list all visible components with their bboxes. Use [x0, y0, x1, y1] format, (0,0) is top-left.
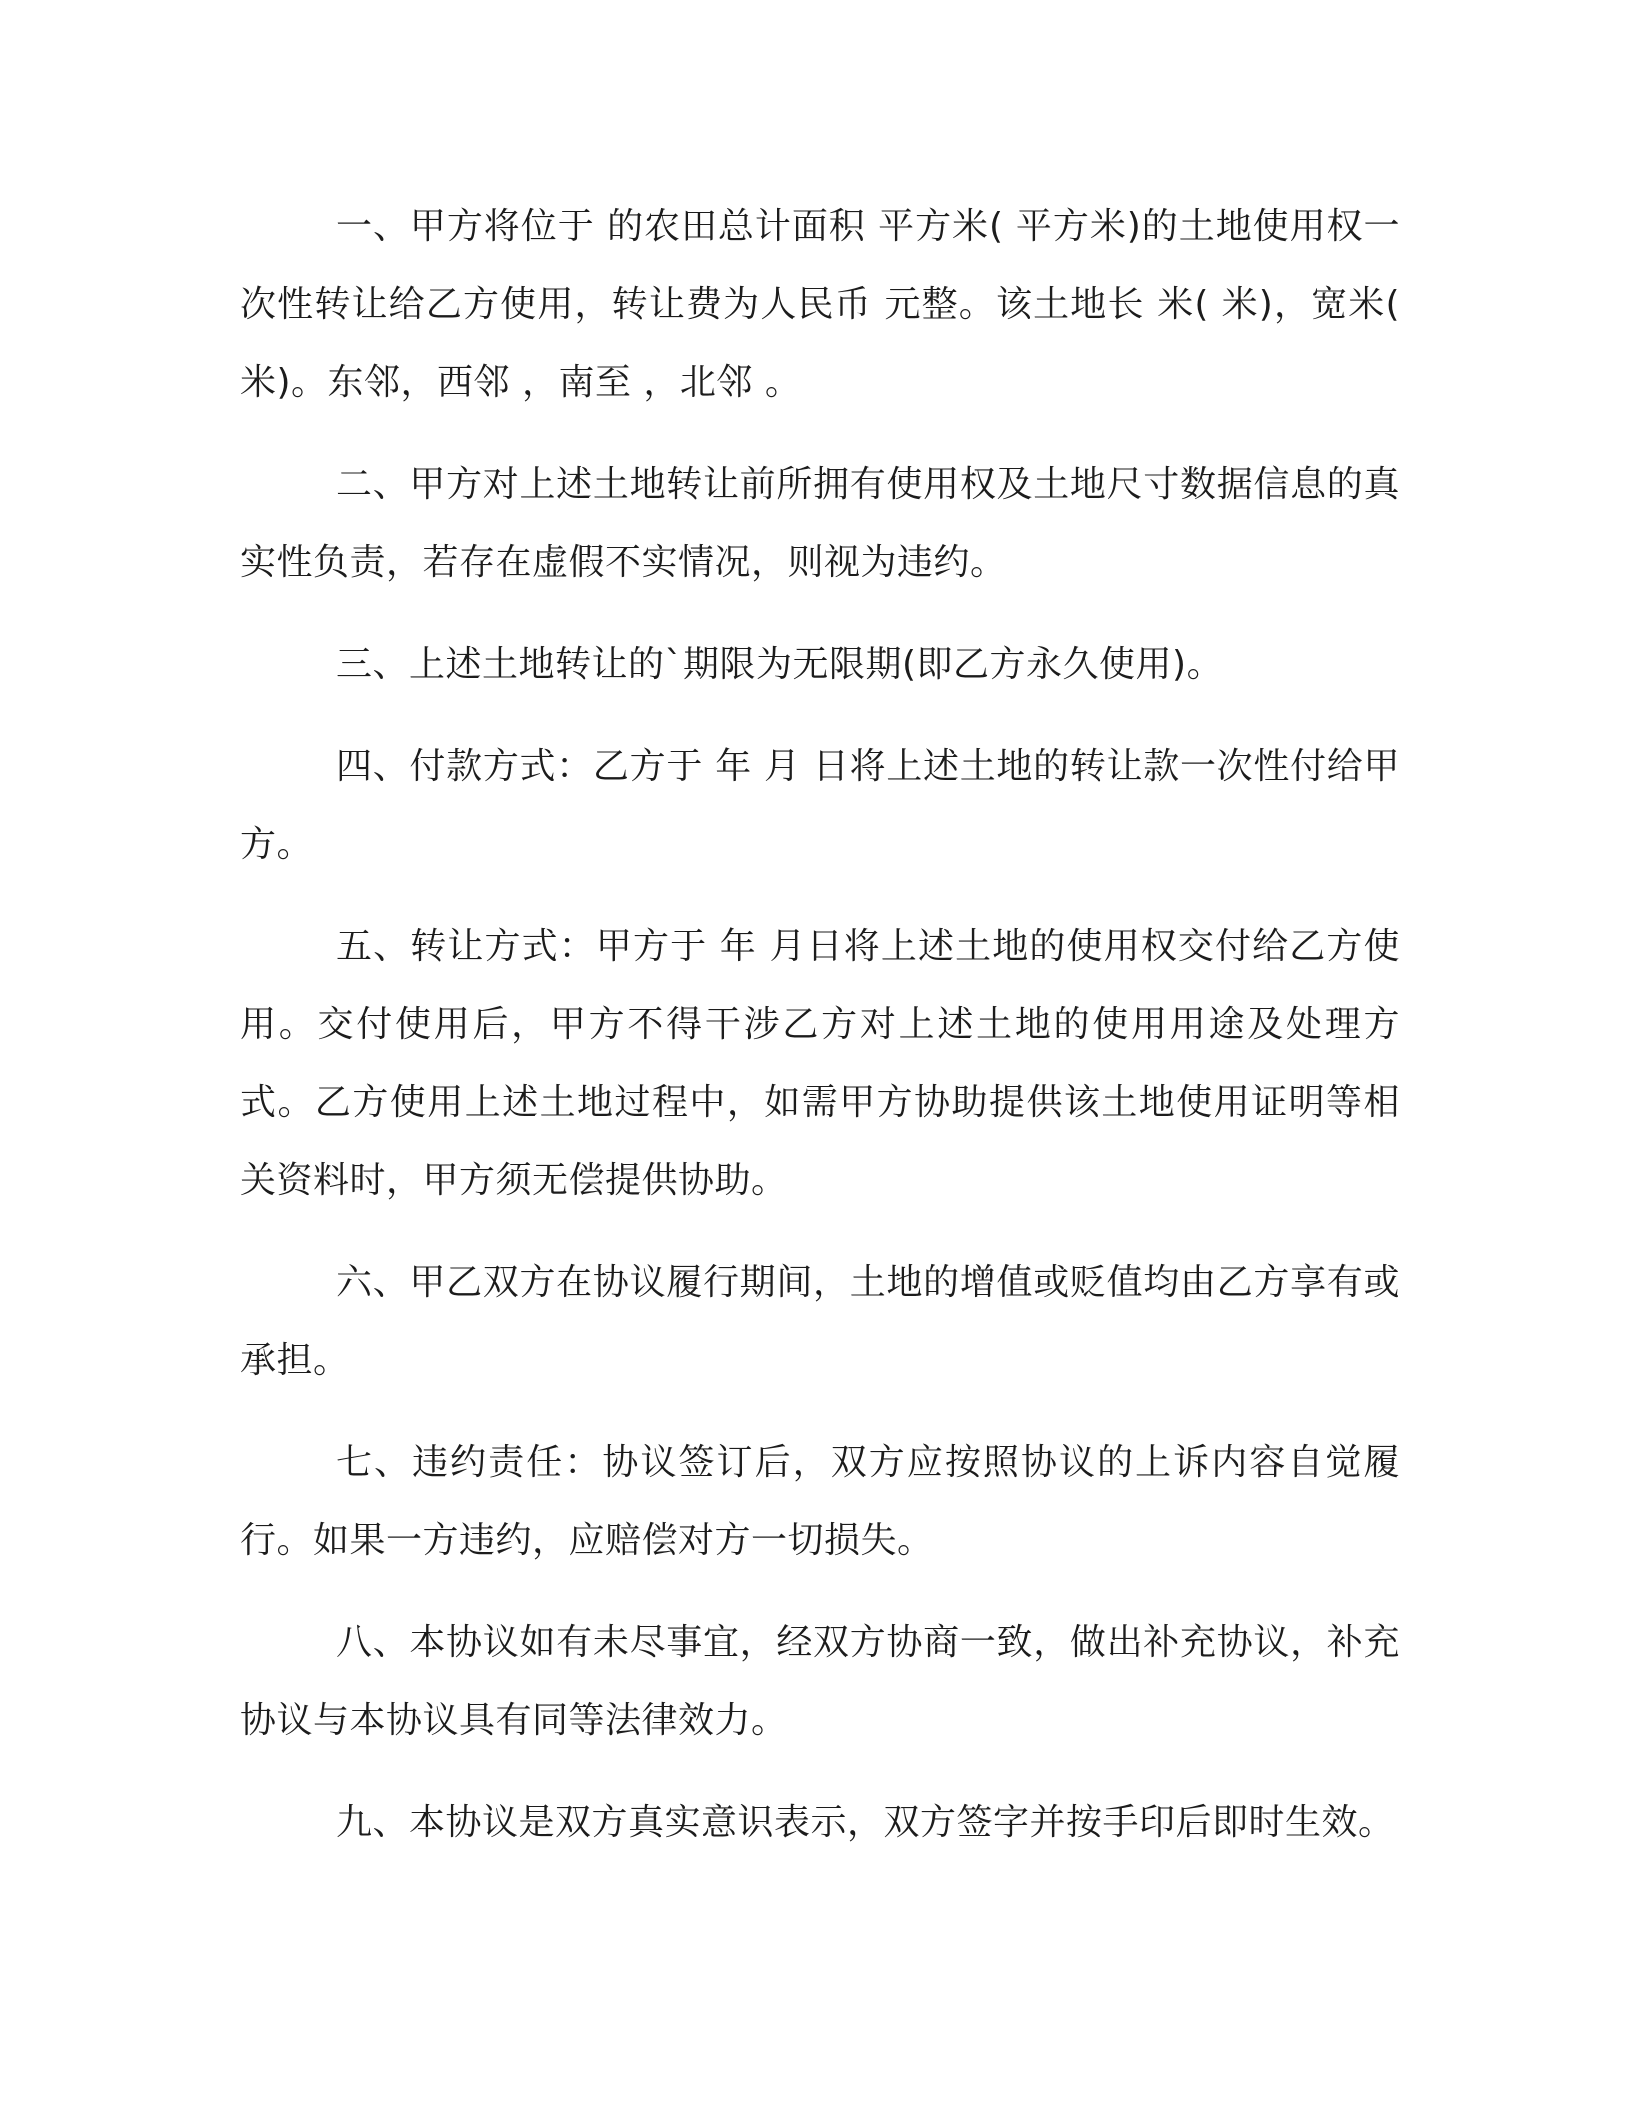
- clause-7: 七、违约责任：协议签订后，双方应按照协议的上诉内容自觉履行。如果一方违约，应赔偿对方一切损失。: [240, 1442, 1400, 1561]
- clause-4: 四、付款方式：乙方于 年 月 日将上述土地的转让款一次性付给甲方。: [240, 746, 1400, 865]
- clause-8: 八、本协议如有未尽事宜，经双方协商一致，做出补充协议，补充协议与本协议具有同等法律效力。: [240, 1622, 1400, 1741]
- clause-6: 六、甲乙双方在协议履行期间，土地的增值或贬值均由乙方享有或承担。: [240, 1262, 1400, 1381]
- clause-1: 一、甲方将位于 的农田总计面积 平方米( 平方米)的土地使用权一次性转让给乙方使用，转让费为人民币 元整。该土地长 米( 米)，宽米( 米)。东邻，西邻 ，南至 ，北邻 。: [240, 206, 1400, 403]
- clause-3: 三、上述土地转让的`期限为无限期(即乙方永久使用)。: [336, 644, 1224, 685]
- agreement-body: [240, 188, 1400, 1886]
- clause-9: 九、本协议是双方真实意识表示，双方签字并按手印后即时生效。: [336, 1802, 1395, 1843]
- clause-5: 五、转让方式：甲方于 年 月日将上述土地的使用权交付给乙方使用。交付使用后，甲方不得干涉乙方对上述土地的使用用途及处理方式。乙方使用上述土地过程中，如需甲方协助提供该土地使用证明等相关资料时，甲方须无偿提供协助。: [240, 926, 1400, 1201]
- clause-2: 二、甲方对上述土地转让前所拥有使用权及土地尺寸数据信息的真实性负责，若存在虚假不实情况，则视为违约。: [240, 464, 1400, 583]
